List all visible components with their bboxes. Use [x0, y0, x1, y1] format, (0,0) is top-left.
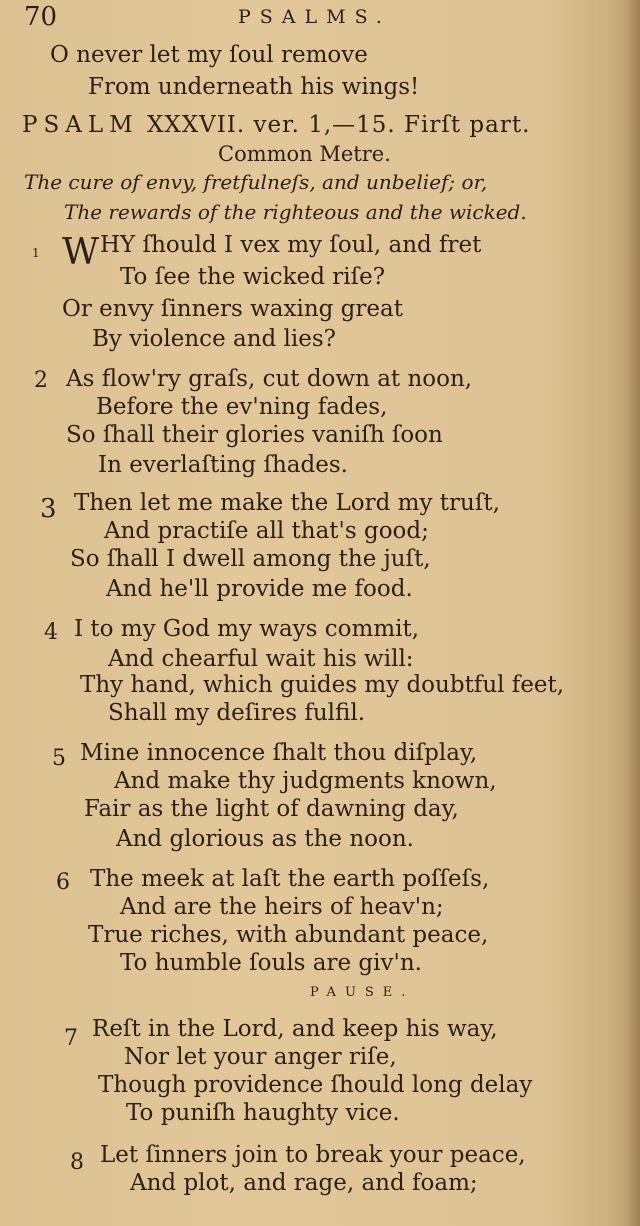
verse-line: And glorious as the noon.	[116, 826, 414, 852]
verse-line: So ſhall their glories vaniſh ſoon	[66, 422, 443, 448]
verse-line: Shall my deſires fulfil.	[108, 700, 366, 726]
verse-line: HY ſhould I vex my ſoul, and fret	[100, 232, 482, 258]
verse-line: The meek at laſt the earth poſſeſs,	[90, 866, 490, 892]
drop-cap: W	[62, 232, 100, 273]
verse-line: So ſhall I dwell among the juſt,	[70, 546, 431, 572]
verse-line: To puniſh haughty vice.	[126, 1100, 400, 1126]
verse-line: And practiſe all that's good;	[104, 518, 429, 544]
verse-line: True riches, with abundant peace,	[88, 922, 489, 948]
verse-line: And he'll provide me food.	[106, 576, 413, 602]
page-number: 70	[24, 2, 58, 32]
verse-line: Or envy ſinners waxing great	[62, 296, 403, 322]
verse-line: As flow'ry graſs, cut down at noon,	[66, 366, 473, 392]
page-gutter-shadow	[626, 0, 640, 1226]
verse-line: I to my God my ways commit,	[74, 616, 420, 642]
verse-line: And are the heirs of heav'n;	[120, 894, 444, 920]
verse-number: 1	[32, 246, 40, 260]
verse-line: By violence and lies?	[92, 326, 337, 352]
psalm-subtitle: The rewards of the righteous and the wicked.	[64, 200, 527, 224]
verse-number: 3	[40, 494, 57, 524]
verse-line: From underneath his wings!	[88, 74, 420, 100]
verse-line: Though providence ſhould long delay	[98, 1072, 533, 1098]
psalm-subtitle: The cure of envy, fretfulneſs, and unbelief; or,	[24, 170, 488, 194]
verse-number: 7	[64, 1026, 78, 1051]
verse-number: 4	[44, 620, 58, 645]
psalm-title	[22, 112, 530, 138]
psalm-title-rest: XXXVII. ver. 1,—15. Firſt part.	[146, 112, 531, 138]
verse-number: 6	[56, 870, 70, 895]
verse-line: Thy hand, which guides my doubtful feet,	[80, 672, 565, 698]
verse-line: Fair as the light of dawning day,	[84, 796, 459, 822]
pause-marker: PAUSE.	[310, 985, 415, 1000]
verse-line: And make thy judgments known,	[114, 768, 497, 794]
verse-line: Reſt in the Lord, and keep his way,	[92, 1016, 498, 1042]
verse-number: 8	[70, 1150, 84, 1175]
verse-line: Let ſinners join to break your peace,	[100, 1142, 526, 1168]
verse-line: To ſee the wicked riſe?	[120, 264, 386, 290]
verse-line: And chearful wait his will:	[108, 646, 414, 672]
running-head: PSALMS.	[238, 6, 391, 28]
verse-number: 5	[52, 746, 66, 771]
psalm-title-word: PSALM	[22, 112, 139, 138]
verse-line: O never let my ſoul remove	[50, 42, 368, 68]
verse-number: 2	[34, 368, 48, 393]
verse-line: In everlaſting ſhades.	[98, 452, 348, 478]
verse-line: Before the ev'ning fades,	[96, 394, 388, 420]
verse-line: To humble ſouls are giv'n.	[120, 950, 422, 976]
metre-label: Common Metre.	[218, 142, 391, 166]
verse-line: Then let me make the Lord my truſt,	[74, 490, 500, 516]
verse-line: And plot, and rage, and foam;	[130, 1170, 478, 1196]
verse-line: Nor let your anger riſe,	[124, 1044, 397, 1070]
verse-line: Mine innocence ſhalt thou diſplay,	[80, 740, 478, 766]
